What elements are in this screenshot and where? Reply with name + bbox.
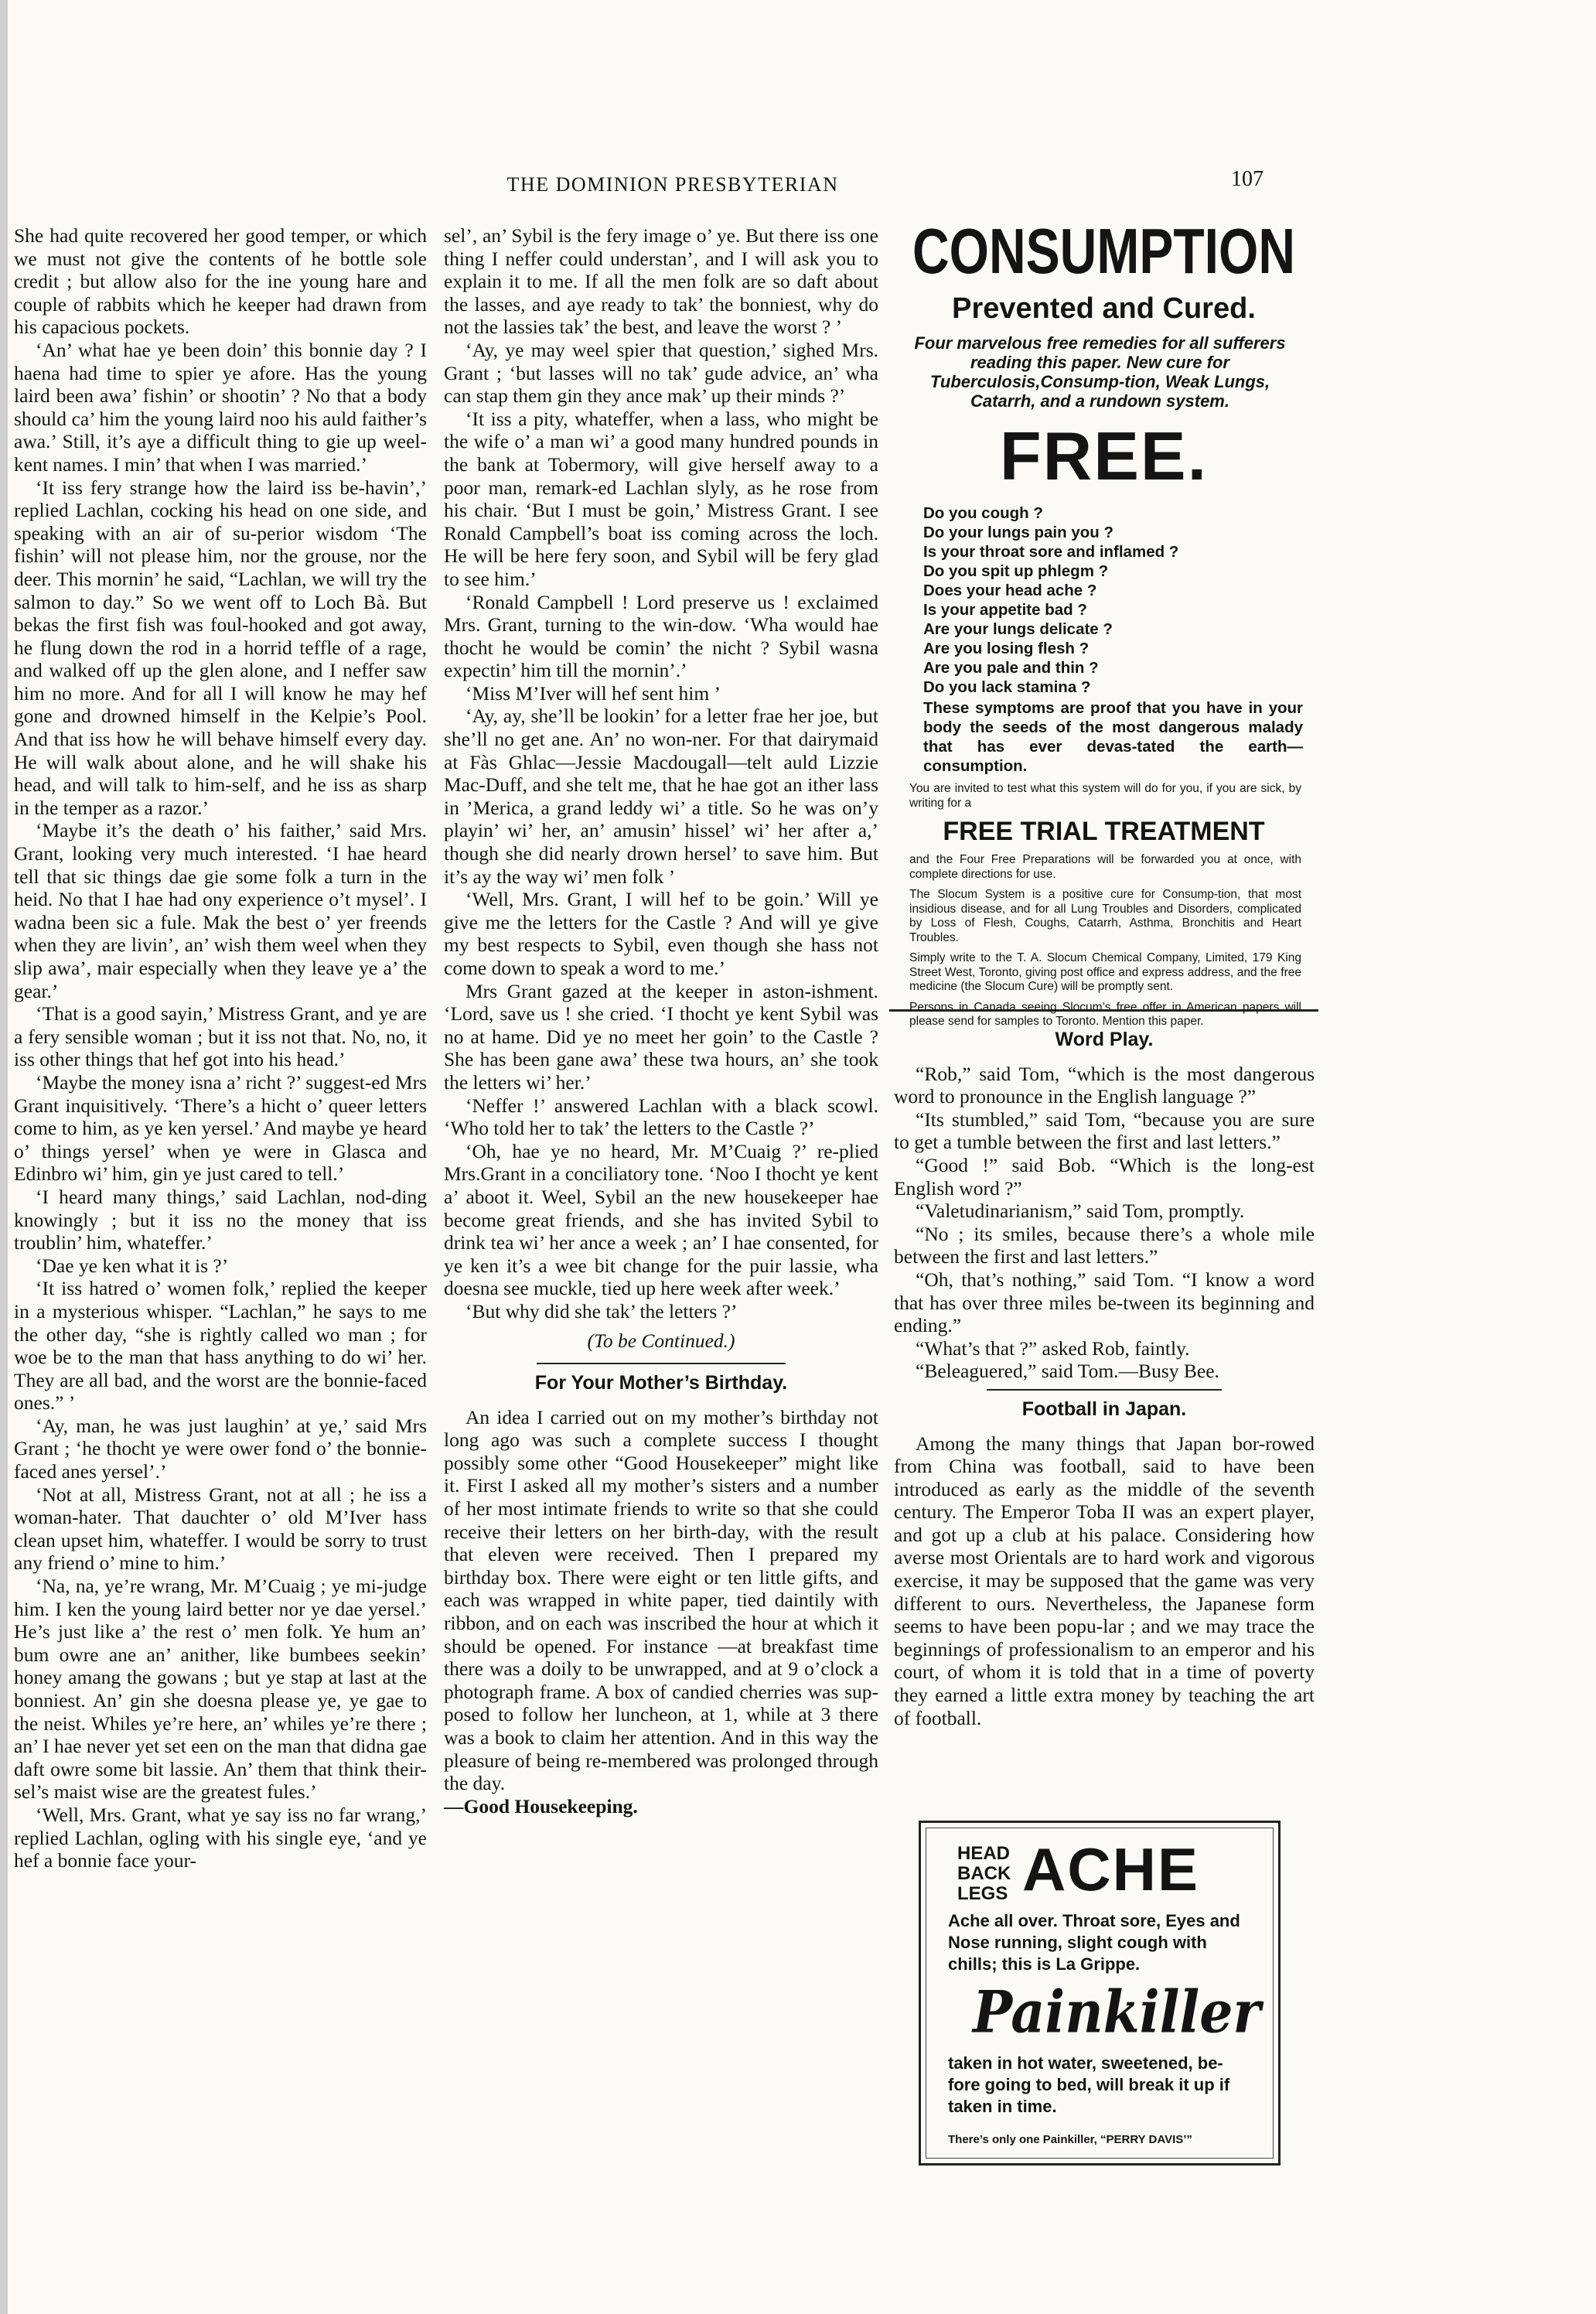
ad-legs-word: LEGS [957,1883,1008,1904]
story-paragraph: ‘Na, na, ye’re wrang, Mr. M’Cuaig ; ye mi-judge him. I ken the young laird better nor ye dae yersel.’ He’s just like a’ the rest o’ men folk. Ye hum an’ bum owre ane an’ anither, like bumbees seekin’ honey amang the gowans ; but ye stap at last at the bonniest. An’ gin she doesna please ye, ye gae to the neist. Whiles ye’re here, an’ whiles ye’re there ; an’ I hae never yet set een on the man that didna gae daft owre some bit lassie. An’ them that think their-sel’s maist wise are the greatest fules.’ [14,1575,427,1804]
wordplay-paragraph: “Its stumbled,” said Tom, “because you are sure to get a tumble between the first and last letters.” [894,1108,1315,1154]
masthead: THE DOMINION PRESBYTERIAN [506,173,839,196]
ad-question: Does your head ache ? [923,582,1097,599]
ad-brand: Painkiller [973,1978,1261,2046]
ad-write: Simply write to the T. A. Slocum Chemical Company, Limited, 179 King Street West, Toronto, giving post office and express address, and the free medicine (the Slocum Cure) will be promptly sent. [909,951,1301,993]
story-paragraph: Mrs Grant gazed at the keeper in aston-ishment. ‘Lord, save us ! she cried. ‘I thocht ye kent Sybil was no at hame. Did ye no meet her goin’ to the Castle ? She has been gane awa’ these twa hours, an’ she took the letters wi’ her.’ [444,979,878,1094]
wordplay-paragraph: “What’s that ?” asked Rob, faintly. [916,1336,1190,1360]
birthday-body: An idea I carried out on my mother’s birthday not long ago was such a complete success I thought possibly some other “Good Housekeeper” might like it. First I asked all my mother’s sisters and a number of her most intimate friends to write so that she could receive their letters on her birth-day, with the result that eleven were received. Then I prepared my birthday box. There were eight or ten little gifts, and each was wrapped in white paper, tied daintily with ribbon, and on each was inscribed the hour at which it should be opened. For instance —at breakfast time there was a doily to be unwrapped, and at 9 o’clock a photograph frame. A box of candied cherries was sup-posed to follow her luncheon, at 1, while at 3 there was a book to claim her attention. And in this way the pleasure of being re-membered was prolonged through the day. [444,1405,878,1795]
story-paragraph: ‘That is a good sayin,’ Mistress Grant, and ye are a fery sensible woman ; but it iss not that. No, no, it iss other things that hef got into his head.’ [14,1002,427,1071]
wordplay-paragraph: “Valetudinarianism,” said Tom, promptly. [916,1200,1245,1223]
story-paragraph: ‘Maybe it’s the death o’ his faither,’ said Mrs. Grant, looking very much interested. ‘I hae heard tell that sic things dae gie some folk a turn in the heid. No that I hae had ony experience o’t mysel’. I wadna been sic a fule. Mak the best o’ yer freends when they are livin’, an’ wish them weel when they slip awa’, mair especially when they leave ye a’ the gear.’ [14,819,427,1002]
story-paragraph: ‘It iss a pity, whateffer, when a lass, who might be the wife o’ a man wi’ a good many hundred pounds in the bank at Tobermory, will give herself away to a poor man, remark-ed Lachlan slyly, as he rose from his chair. ‘But I must be goin,’ Mistress Grant. I see Ronald Campbell’s boat iss coming across the loch. He will be here fery soon, and Sybil will be fery glad to see him.’ [444,407,878,590]
ad-invite: You are invited to test what this system will do for you, if you are sick, by writing for a [909,782,1301,810]
story-paragraph: ‘Ay, ye may weel spier that question,’ sighed Mrs. Grant ; ‘but lasses will no tak’ gude advice, an’ wha can stap them gin they ance mak’ up their minds ?’ [444,338,878,408]
birthday-heading: For Your Mother’s Birthday. [534,1372,788,1394]
ad-body-parts [957,1844,1011,1904]
story-paragraph: ‘Ronald Campbell ! Lord preserve us ! exclaimed Mrs. Grant, turning to the win-dow. ‘Wha would hae thocht he would be comin’ the nicht ? Sybil wasna expectin’ him till the mornin’.’ [444,590,878,682]
football-body: Among the many things that Japan bor-rowed from China was football, said to have been introduced as early as the middle of the seventh century. The Emperor Toba II was an expert player, and got up a club at his palace. Considering how averse most Orientals are to hard work and vigorous exercise, it may be supposed that the game was very different to ours. Nevertheless, the Japanese form seems to have been popu-lar ; and we may trace the beginnings of professionalism to an emperor and his court, of whom it is told that in a time of poverty they earned a little extra money by teaching the art of football. [894,1432,1315,1729]
wordplay-heading: Word Play. [1055,1029,1154,1050]
story-paragraph: ‘Not at all, Mistress Grant, not at all ; he iss a woman-hater. That dauchter o’ old M’Iver hass clean upset him, whateffer. I would be sorry to trust any friend o’ mine to him.’ [14,1483,427,1575]
story-paragraph: ‘Miss M’Iver will hef sent him ’ [466,681,721,705]
ad-system: The Slocum System is a positive cure for Consump-tion, that most insidious disease, and for all Lung Troubles and Disorders, complicated by Loss of Flesh, Coughs, Catarrh, Asthma, Bronchitis and Heart Troubles. [909,888,1301,944]
ad-canada: Persons in Canada seeing Slocum’s free offer in American papers will please send for samples to Toronto. Mention this paper. [909,1000,1301,1028]
story-paragraph: ‘Maybe the money isna a’ richt ?’ suggest-ed Mrs Grant inquisitively. ‘There’s a hicht o’ queer letters come to him, as ye ken yersel.’ And maybe ye heard o’ things yersel’ when ye were in Glasca and Edinbro wi’ him, gin ye just cared to tell.’ [14,1070,427,1186]
story-paragraph: ‘Well, Mrs. Grant, what ye say iss no far wrang,’ replied Lachlan, ogling with his single eye, ‘and ye hef a bonnie face your- [14,1803,427,1872]
right-column [894,1021,1315,1729]
story-paragraph: ‘I heard many things,’ said Lachlan, nod-ding knowingly ; but it iss no the money that iss troublin’ him, whateffer.’ [14,1185,427,1254]
story-paragraph: ‘Dae ye ken what it is ?’ [36,1254,229,1277]
ad-head-word: HEAD [957,1843,1011,1864]
ad-question: Are you losing flesh ? [923,640,1090,657]
page-edge [0,0,8,2314]
story-paragraph: She had quite recovered her good temper, or which we must not give the contents of he bottle sole credit ; but allow also for the ine young hare and couple of rabbits which he keeper had drawn from his capacious pockets. [14,224,427,339]
divider [987,1389,1222,1391]
ad-question: Is your throat sore and inflamed ? [923,543,1179,561]
story-paragraph: ‘But why did she tak’ the letters ?’ [466,1299,738,1323]
ad-text-2: taken in hot water, sweetened, be-fore going to bed, will break it up if taken in time. [948,2053,1230,2116]
ad-symptoms: These symptoms are proof that you have in your body the seeds of the most dangerous malady that has ever devas-tated the earth—consumption. [923,699,1303,775]
ad-back-word: BACK [957,1863,1011,1884]
painkiller-advertisement [919,1821,1281,2166]
page-number: 107 [1231,167,1264,191]
ad-title: CONSUMPTION [912,214,1295,287]
story-column-1 [14,224,427,1872]
ad-question: Do you cough ? [923,504,1043,522]
ad-header [957,1835,1267,1910]
ad-question: Do your lungs pain you ? [923,524,1113,541]
story-paragraph: ‘Well, Mrs. Grant, I will hef to be goin.’ Will ye give me the letters for the Castle ? And will ye give my best respects to Sybil, even though she hass not come down to speak a word to me.’ [444,888,878,979]
ad-subtitle: Prevented and Cured. [952,292,1256,325]
ad-footer: There’s only one Painkiller, “PERRY DAVIS’” [948,2133,1192,2146]
wordplay-paragraph: “Rob,” said Tom, “which is the most dangerous word to pronounce in the English language ?” [894,1062,1315,1108]
ad-free: FREE. [999,418,1209,494]
ad-forwarded: and the Four Free Preparations will be forwarded you at once, with complete directions for use. [909,853,1301,881]
ad-question: Are your lungs delicate ? [923,620,1113,638]
ad-inner-border [926,1828,1274,2159]
football-heading: Football in Japan. [1021,1398,1187,1420]
wordplay-paragraph: “Oh, that’s nothing,” said Tom. “I know a word that has over three miles be-tween its beginning and ending.” [894,1268,1315,1337]
story-paragraph: ‘Ay, man, he was just laughin’ at ye,’ said Mrs Grant ; ‘he thocht ye were ower fond o’ the bonnie-faced anes yersel’.’ [14,1414,427,1483]
wordplay-paragraph: “No ; its smiles, because there’s a whole mile between the first and last letters.” [894,1222,1315,1268]
story-column-2 [444,224,878,1817]
ad-question: Do you lack stamina ? [923,678,1091,696]
story-paragraph: ‘Ay, ay, she’ll be lookin’ for a letter frae her joe, but she’ll no get ane. An’ no won-ner. For that dairymaid at Fàs Ghlac—Jessie Macdougall—telt auld Lizzie Mac-Duff, and she telt me, that he hae got an ither lass in ’Merica, a grand leddy wi’ a title. So he was on’y playin’ wi’ her, an’ amusin’ hissel’ wi’ her after a,’ though she did nearly drown hersel’ to save him. But it’s ay the way wi’ men folk ’ [444,705,878,888]
consumption-advertisement [889,200,1318,1028]
story-paragraph: ‘An’ what hae ye been doin’ this bonnie day ? I haena had time to spier ye afore. Has the young laird been awa’ fishin’ or shootin’ ? No that a body should ca’ him the young laird noo his auld faither’s awa.’ Still, it’s aye a difficult thing to gie up weel-kent names. I min’ that when I was married.’ [14,338,427,476]
ad-question: Is your appetite bad ? [923,601,1087,619]
story-paragraph: sel’, an’ Sybil is the fery image o’ ye. But there iss one thing I neffer could understan’, and I will ask you to explain it to me. If all the men folk are so daft about the lasses, and aye ready to tak’ the bonniest, why do not the lassies tak’ the best, and leave the worst ? ’ [444,224,878,339]
to-be-continued: (To be Continued.) [587,1329,735,1352]
wordplay-paragraph: “Beleaguered,” said Tom.—Busy Bee. [916,1360,1219,1383]
ad-question: Do you spit up phlegm ? [923,562,1109,580]
story-paragraph: ‘Oh, hae ye no heard, Mr. M’Cuaig ?’ re-plied Mrs.Grant in a conciliatory tone. ‘Noo I thocht ye kent a’ aboot it. Weel, Sybil an the new housekeeper hae become great friends, and she has invited Sybil to drink tea wi’ her ance a week ; an’ I hae consented, for ye ken it’s a wee bit change for the puir lassie, wha doesna see muckle, tied up here week after week.’ [444,1139,878,1300]
ad-trial: FREE TRIAL TREATMENT [943,817,1265,846]
ad-lead: Four marvelous free remedies for all sufferers reading this paper. New cure for Tuberculosis,Consump-tion, Weak Lungs, Catarrh, and a rundown system. [914,333,1286,411]
ad-ache: ACHE [1022,1835,1200,1903]
story-paragraph: ‘Neffer !’ answered Lachlan with a black scowl. ‘Who told her to tak’ the letters to the Castle ?’ [444,1094,878,1140]
ad-text-1: Ache all over. Throat sore, Eyes and Nose running, slight cough with chills; this is La Grippe. [948,1911,1240,1974]
story-paragraph: ‘It iss hatred o’ women folk,’ replied the keeper in a mysterious whisper. “Lachlan,” he says to me the other day, “she is rightly called wo man ; for woe be to the man that hass anything to do wi’ her. They are all bad, and the worst are the bonnie-faced ones.” ’ [14,1277,427,1415]
ad-question: Are you pale and thin ? [923,659,1099,677]
wordplay-paragraph: “Good !” said Bob. “Which is the long-est English word ?” [894,1153,1315,1200]
birthday-source: —Good Housekeeping. [444,1794,638,1817]
divider [537,1363,786,1364]
story-paragraph: ‘It iss fery strange how the laird iss be-havin’,’ replied Lachlan, cocking his head on one side, and speaking with an air of su-perior wisdom ‘The fishin’ will not please him, nor the grouse, nor the deer. This mornin’ he said, “Lachlan, we will try the salmon to day.” So we went off to Loch Bà. But bekas the first fish was foul-hooked and got away, he flung down the rod in a horrid teffle of a rage, and walked off up the glen alone, and I neffer saw him no more. And for all I will know he may hef gone and drowned himself in the Kelpie’s Pool. And that iss how he will behave himself every day. He will walk about alone, and he will shake his head, and will talk to him-self, and he iss as sharp in the temper as a razor.’ [14,476,427,819]
